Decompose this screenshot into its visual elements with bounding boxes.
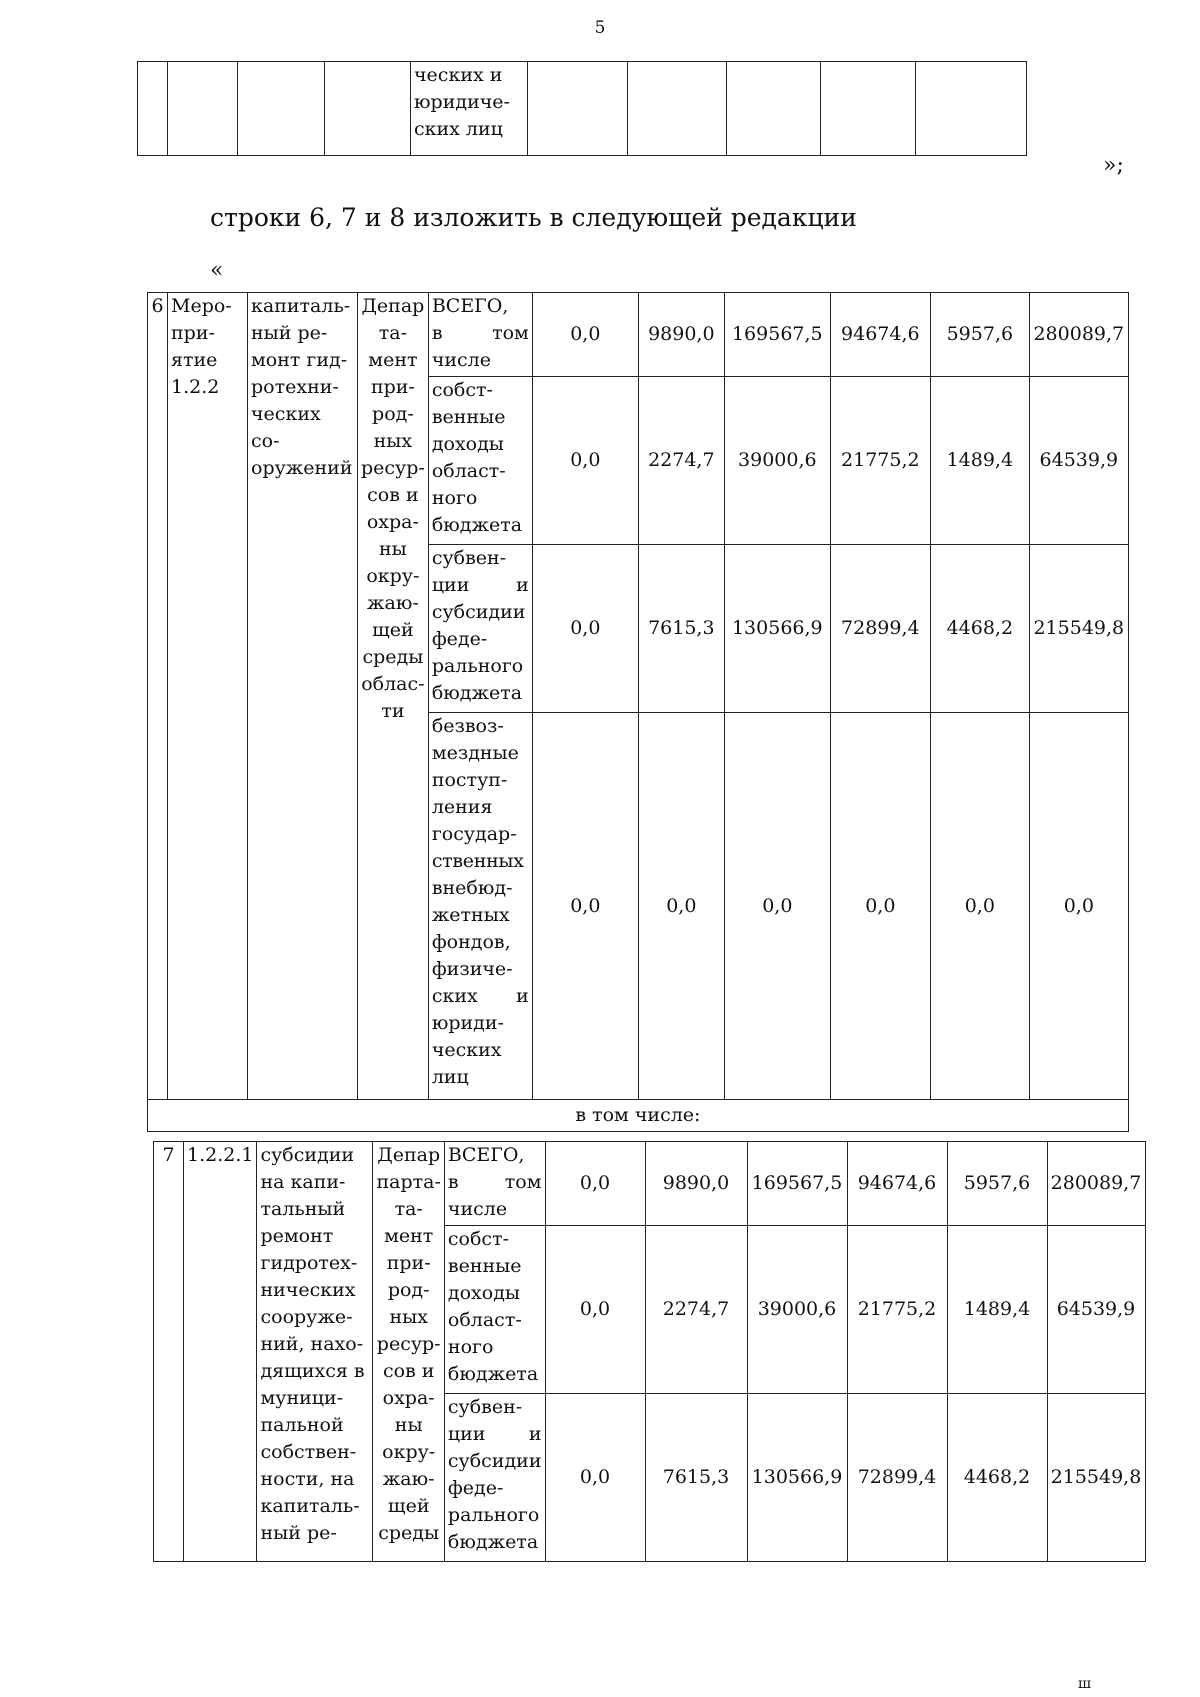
value-cell: 7615,3 xyxy=(638,545,724,713)
margin-mark: ш xyxy=(1078,1676,1092,1692)
empty-cell xyxy=(916,62,1027,156)
value-cell: 9890,0 xyxy=(638,293,724,377)
instruction-text: строки 6, 7 и 8 изложить в следующей редакции xyxy=(210,203,857,232)
value-cell: 169567,5 xyxy=(747,1142,847,1226)
value-cell: 4468,2 xyxy=(930,545,1029,713)
value-cell: 94674,6 xyxy=(830,293,930,377)
page-number: 5 xyxy=(594,18,606,38)
closing-quote: »; xyxy=(1103,153,1124,178)
empty-cell xyxy=(528,62,628,156)
value-cell: 215549,8 xyxy=(1029,545,1128,713)
value-cell: 0,0 xyxy=(830,713,930,1100)
value-cell: 7615,3 xyxy=(645,1394,747,1562)
subheader-row: в том числе: xyxy=(148,1100,1129,1132)
value-cell: 39000,6 xyxy=(724,377,830,545)
value-cell: 0,0 xyxy=(532,293,638,377)
value-cell: 130566,9 xyxy=(724,545,830,713)
executor: Депар та- мент при- род- ных ресур- сов и охра- ны окру- жаю- щей среды облас- ти xyxy=(358,293,429,1100)
continued-table-fragment xyxy=(137,61,1027,156)
value-cell: 0,0 xyxy=(532,713,638,1100)
funding-source-label: субвен- ции и субсидии феде- рального бюджета xyxy=(428,545,532,713)
empty-cell xyxy=(138,62,168,156)
row-number: 7 xyxy=(154,1142,184,1562)
empty-cell xyxy=(628,62,727,156)
value-cell: 0,0 xyxy=(930,713,1029,1100)
empty-cell xyxy=(325,62,411,156)
value-cell: 130566,9 xyxy=(747,1394,847,1562)
value-cell: 169567,5 xyxy=(724,293,830,377)
value-cell: 5957,6 xyxy=(947,1142,1047,1226)
funding-source-label: безвоз- мездные поступ- ления государ- ственных внебюд- жетных фондов, физиче- ских и юриди- ческих лиц xyxy=(428,713,532,1100)
value-cell: 280089,7 xyxy=(1047,1142,1145,1226)
value-cell: 64539,9 xyxy=(1047,1226,1145,1394)
measure-code: Меро- при- ятие 1.2.2 xyxy=(168,293,248,1100)
measure-name: капиталь- ный ре- монт гид- ротехни- ческих со- оружений xyxy=(248,293,358,1100)
value-cell: 0,0 xyxy=(532,545,638,713)
value-cell: 280089,7 xyxy=(1029,293,1128,377)
value-cell: 0,0 xyxy=(638,713,724,1100)
value-cell: 9890,0 xyxy=(645,1142,747,1226)
empty-cell xyxy=(821,62,916,156)
fragment-source-label: ческих и юридиче- ских лиц xyxy=(411,62,528,156)
value-cell: 1489,4 xyxy=(947,1226,1047,1394)
value-cell: 2274,7 xyxy=(638,377,724,545)
opening-quote: « xyxy=(210,258,224,283)
value-cell: 64539,9 xyxy=(1029,377,1128,545)
program-table-row-7 xyxy=(153,1141,1146,1562)
value-cell: 215549,8 xyxy=(1047,1394,1145,1562)
funding-source-label: ВСЕГО, в том числе xyxy=(428,293,532,377)
value-cell: 0,0 xyxy=(1029,713,1128,1100)
value-cell: 0,0 xyxy=(724,713,830,1100)
funding-source-label: субвен- ции и субсидии феде- рального бюджета xyxy=(444,1394,545,1562)
value-cell: 5957,6 xyxy=(930,293,1029,377)
value-cell: 21775,2 xyxy=(830,377,930,545)
funding-source-label: собст- венные доходы област- ного бюджета xyxy=(444,1226,545,1394)
funding-source-label: собст- венные доходы област- ного бюджета xyxy=(428,377,532,545)
value-cell: 0,0 xyxy=(532,377,638,545)
value-cell: 72899,4 xyxy=(830,545,930,713)
value-cell: 0,0 xyxy=(545,1394,645,1562)
value-cell: 2274,7 xyxy=(645,1226,747,1394)
value-cell: 1489,4 xyxy=(930,377,1029,545)
program-table-row-6 xyxy=(147,292,1129,1132)
empty-cell xyxy=(168,62,238,156)
value-cell: 94674,6 xyxy=(847,1142,947,1226)
row-number: 6 xyxy=(148,293,168,1100)
value-cell: 39000,6 xyxy=(747,1226,847,1394)
executor: Депар парта- та- мент при- род- ных ресур- сов и охра- ны окру- жаю- щей среды xyxy=(373,1142,444,1562)
value-cell: 0,0 xyxy=(545,1142,645,1226)
empty-cell xyxy=(238,62,325,156)
measure-code: 1.2.2.1 xyxy=(184,1142,257,1562)
empty-cell xyxy=(727,62,821,156)
funding-source-label: ВСЕГО, в том числе xyxy=(444,1142,545,1226)
value-cell: 4468,2 xyxy=(947,1394,1047,1562)
value-cell: 0,0 xyxy=(545,1226,645,1394)
value-cell: 72899,4 xyxy=(847,1394,947,1562)
value-cell: 21775,2 xyxy=(847,1226,947,1394)
measure-name: субсидии на капи- тальный ремонт гидротех- нических сооруже- ний, нахо- дящихся в муници- пальной собствен- ности, на капиталь- ный ре- xyxy=(257,1142,373,1562)
